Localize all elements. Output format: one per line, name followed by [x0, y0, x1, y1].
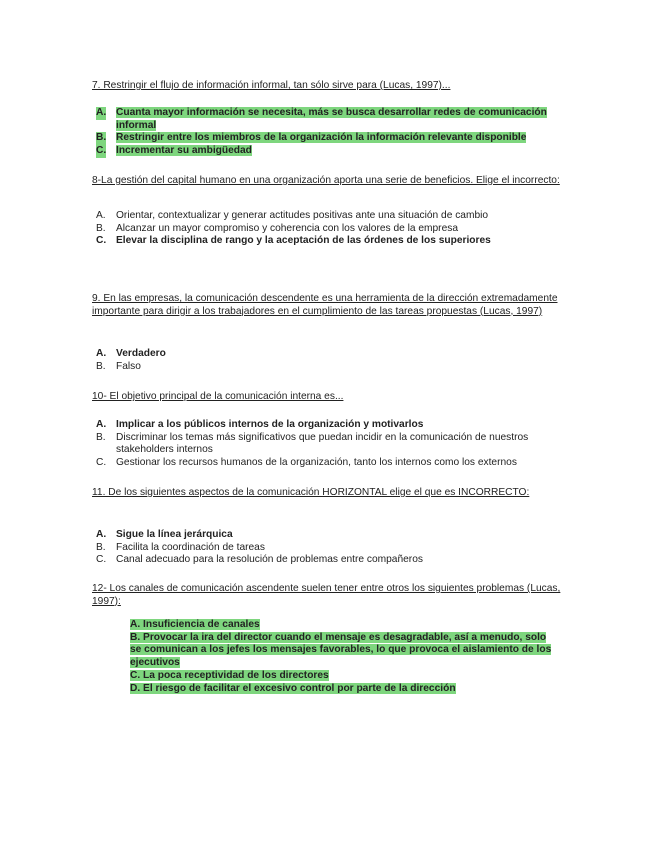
option-letter: C. — [96, 145, 107, 157]
question-7-option-b — [96, 132, 576, 145]
question-8-option-a — [96, 210, 576, 223]
option-text: Discriminar los temas más significativos que puedan incidir en la comunicación de nuestros stakeholders internos — [116, 431, 529, 456]
question-11: 11. De los siguientes aspectos de la comunicación HORIZONTAL elige el que es INCORRECTO: — [92, 487, 530, 498]
question-8: 8-La gestión del capital humano en una organización aporta una serie de beneficios. Elige el incorrecto: — [92, 175, 560, 186]
option-text: C. La poca receptividad de los directores — [130, 669, 329, 681]
option-text: Gestionar los recursos humanos de la organización, tanto los internos como los externos — [116, 457, 517, 469]
question-12-option-a — [130, 619, 560, 632]
question-10-option-a — [96, 419, 576, 432]
question-7-options — [96, 107, 576, 158]
option-text: Facilita la coordinación de tareas — [116, 541, 265, 553]
question-9-options — [96, 348, 576, 373]
question-7-option-a — [96, 107, 576, 132]
question-12-options — [130, 619, 560, 695]
question-11-option-a — [96, 529, 576, 542]
question-10-options — [96, 419, 576, 470]
question-12: 12- Los canales de comunicación ascendente suelen tener entre otros los siguientes problemas (Lucas, 1997): — [92, 583, 561, 607]
option-letter: B. — [96, 541, 106, 553]
option-text: D. El riesgo de facilitar el excesivo control por parte de la dirección — [130, 682, 456, 694]
option-letter: B. — [96, 431, 106, 443]
option-letter: A. — [96, 107, 107, 118]
question-8-option-c — [96, 235, 576, 248]
option-letter: C. — [96, 554, 107, 566]
question-8-option-b — [96, 223, 576, 236]
question-8-options — [96, 210, 576, 248]
option-text: A. Insuficiencia de canales — [130, 619, 260, 630]
option-letter: A. — [96, 419, 107, 430]
option-letter: A. — [96, 210, 106, 221]
question-10-option-b — [96, 432, 576, 457]
question-11-options — [96, 529, 576, 567]
option-letter: A. — [96, 529, 107, 540]
option-text: Implicar a los públicos internos de la organización y motivarlos — [116, 419, 424, 430]
question-11-option-b — [96, 542, 576, 555]
option-text: Cuanta mayor información se necesita, más se busca desarrollar redes de comunicación informal — [116, 107, 547, 131]
option-letter: B. — [96, 132, 107, 144]
option-letter: B. — [96, 222, 106, 234]
option-text: B. Provocar la ira del director cuando el mensaje es desagradable, así a menudo, solo se comunican a los jefes los mensajes favorables, lo que provoca el aislamiento de los ejecutivos — [130, 631, 552, 669]
option-letter: A. — [96, 348, 107, 359]
question-7: 7. Restringir el flujo de información informal, tan sólo sirve para (Lucas, 1997)... — [92, 80, 451, 91]
option-letter: C. — [96, 457, 107, 469]
question-12-option-c — [130, 670, 560, 683]
question-12-option-d — [130, 683, 560, 696]
question-11-option-c — [96, 554, 576, 567]
question-9: 9. En las empresas, la comunicación descendente es una herramienta de la dirección extremadamente importante para dirigir a los trabajadores en el cumplimiento de las tareas propuestas (Lucas, 1997) — [92, 293, 558, 317]
question-7-option-c — [96, 145, 576, 158]
question-9-option-a — [96, 348, 576, 361]
option-text: Verdadero — [116, 348, 166, 359]
question-9-option-b — [96, 361, 576, 374]
question-12-option-b — [130, 632, 560, 670]
option-text: Elevar la disciplina de rango y la aceptación de las órdenes de los superiores — [116, 235, 491, 247]
option-text: Canal adecuado para la resolución de problemas entre compañeros — [116, 554, 423, 566]
option-text: Alcanzar un mayor compromiso y coherencia con los valores de la empresa — [116, 222, 459, 234]
question-10-option-c — [96, 457, 576, 470]
option-text: Restringir entre los miembros de la organización la información relevante disponible — [116, 132, 527, 144]
option-text: Falso — [116, 360, 141, 372]
option-letter: B. — [96, 360, 106, 372]
option-text: Sigue la línea jerárquica — [116, 529, 233, 540]
option-text: Orientar, contextualizar y generar actitudes positivas ante una situación de cambio — [116, 210, 489, 221]
option-text: Incrementar su ambigüedad — [116, 145, 252, 157]
option-letter: C. — [96, 235, 107, 247]
question-10: 10- El objetivo principal de la comunicación interna es... — [92, 391, 344, 402]
